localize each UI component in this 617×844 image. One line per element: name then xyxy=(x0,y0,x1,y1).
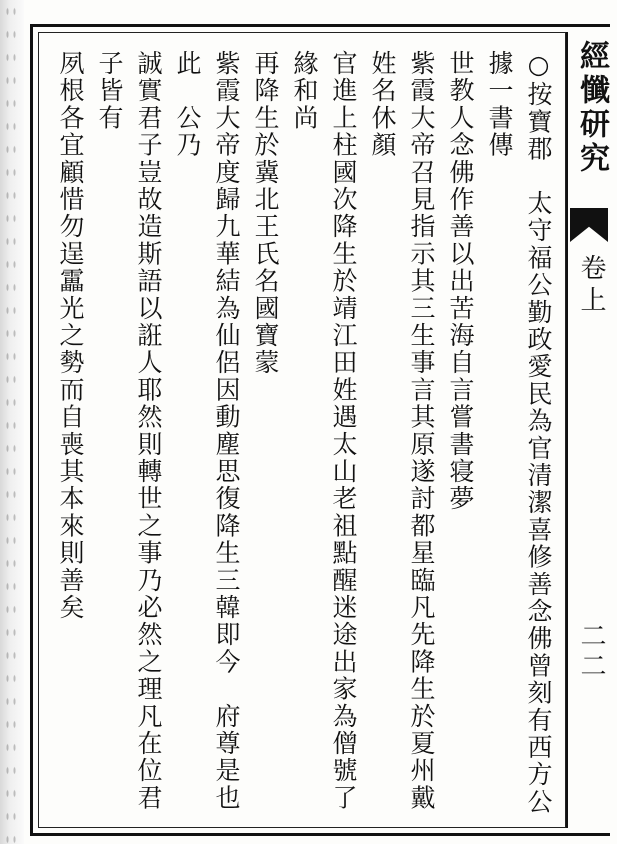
book-title: 經懺研究 xyxy=(574,40,609,176)
text-column: ○按寶郡 太守福公勤政愛民為官清潔喜修善念佛曾刻有西方公據一書傳 xyxy=(485,50,553,816)
text-column: 紫霞大帝度歸九華結為仙侶因動塵思復降生三韓即今 府尊是也此 公乃 xyxy=(173,50,241,812)
text-column: 再降生於冀北王氏名國寶蒙 xyxy=(251,50,280,377)
text-column: 誠實君子豈故造斯語以誑人耶然則轉世之事乃必然之理凡在位君子皆有 xyxy=(95,50,163,812)
fishtail-mark xyxy=(570,208,608,242)
binding-stitch-marks xyxy=(4,0,20,844)
text-column: 官進上柱國次降生於靖江田姓遇太山老祖點醒迷途出家為僧號了緣和尚 xyxy=(290,50,358,812)
text-column: 夙根各宜顧惜勿逞靁光之勢而自喪其本來則善矣 xyxy=(56,50,85,622)
volume-label: 卷上 xyxy=(576,254,606,318)
text-column: 紫霞大帝召見指示其三生事言其原遂討都星臨凡先降生於夏州戴姓名休顏 xyxy=(368,50,436,812)
main-text xyxy=(48,50,558,820)
text-column: 世教人念佛作善以出苦海自言嘗書寝夢 xyxy=(446,50,475,513)
page-number: 二二 xyxy=(576,622,606,682)
fore-edge-column xyxy=(566,32,610,828)
